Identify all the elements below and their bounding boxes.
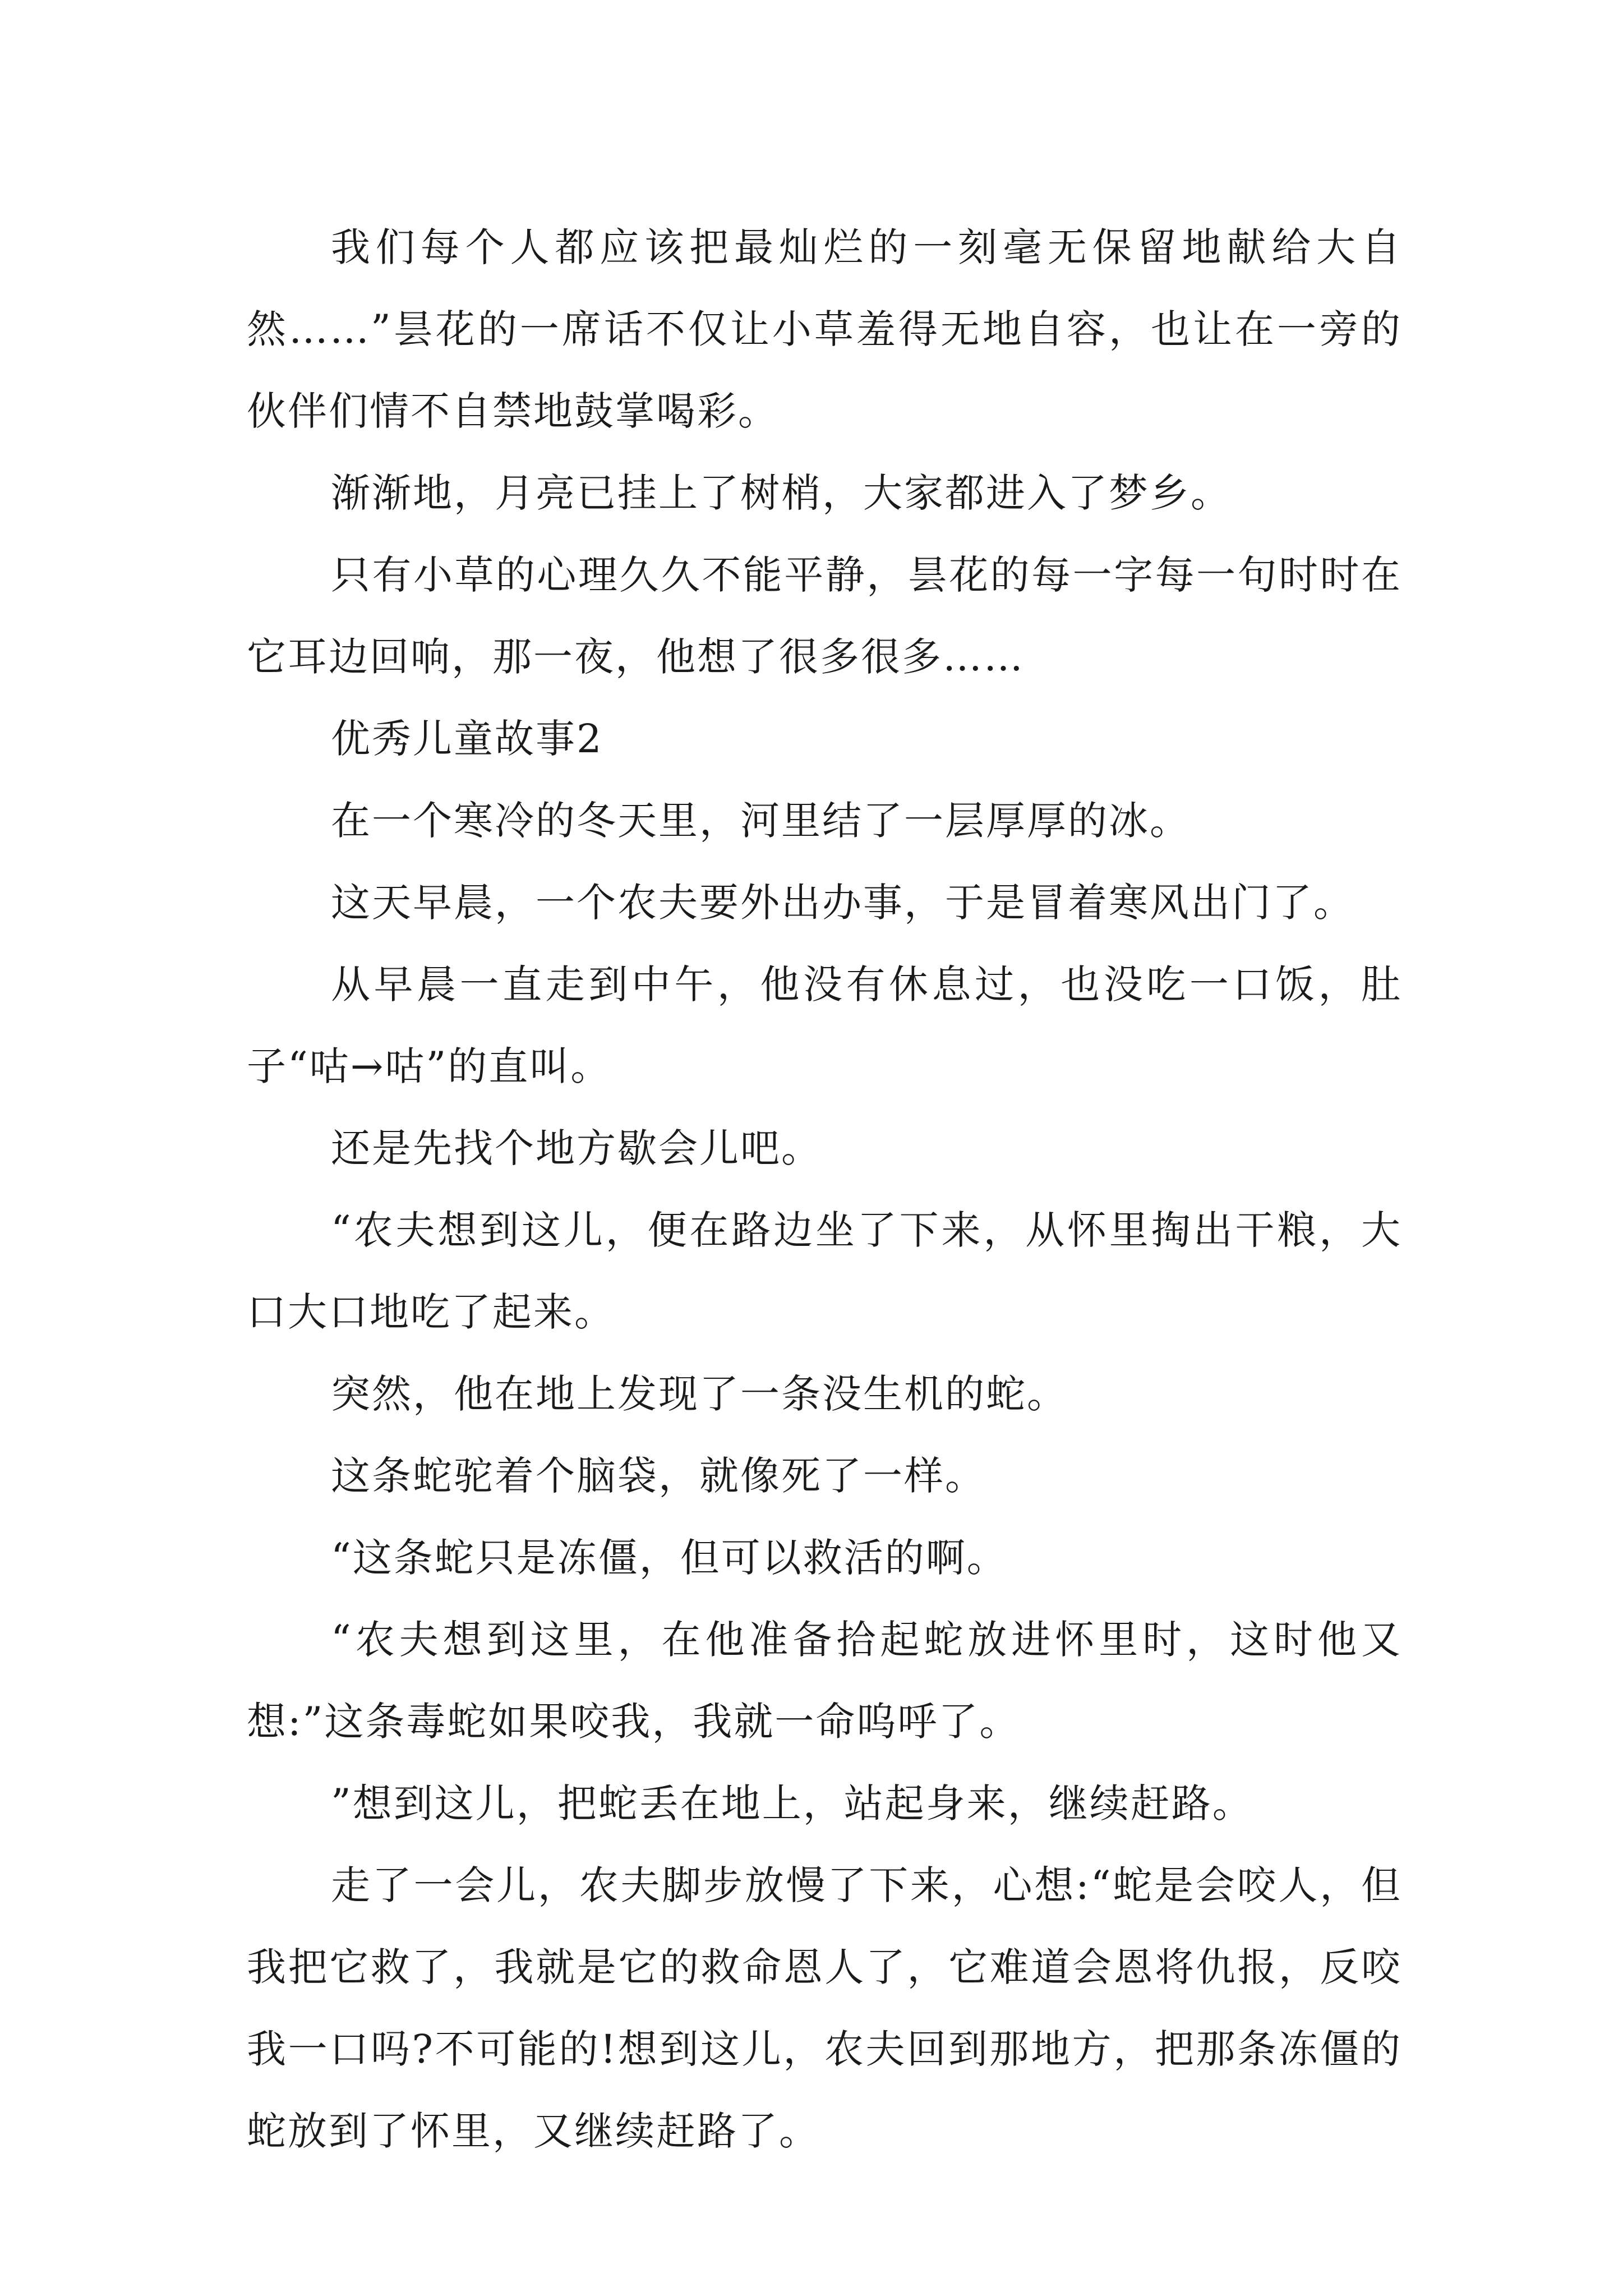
paragraph: 在一个寒冷的冬天里，河里结了一层厚厚的冰。 bbox=[331, 798, 1191, 844]
story-heading: 优秀儿童故事2 bbox=[331, 716, 603, 762]
paragraph: “这条蛇只是冻僵，但可以救活的啊。 bbox=[331, 1535, 1008, 1581]
paragraph: 还是先找个地方歇会儿吧。 bbox=[331, 1125, 822, 1171]
paragraph: “农夫想到这儿，便在路边坐了下来，从怀里掏出干粮，大口大口地吃了起来。 bbox=[247, 1207, 1402, 1335]
paragraph: 这条蛇驼着个脑袋，就像死了一样。 bbox=[331, 1453, 986, 1499]
paragraph: 渐渐地，月亮已挂上了树梢，大家都进入了梦乡。 bbox=[331, 470, 1232, 516]
paragraph: 这天早晨，一个农夫要外出办事，于是冒着寒风出门了。 bbox=[331, 880, 1354, 926]
paragraph: 只有小草的心理久久不能平静，昙花的每一字每一句时时在它耳边回响，那一夜，他想了很多很多…… bbox=[247, 552, 1402, 680]
paragraph: 从早晨一直走到中午，他没有休息过，也没吃一口饭，肚子“咕→咕”的直叫。 bbox=[247, 961, 1402, 1089]
paragraph: 突然，他在地上发现了一条没生机的蛇。 bbox=[331, 1371, 1068, 1417]
body-text bbox=[247, 206, 1402, 2172]
paragraph: 我们每个人都应该把最灿烂的一刻毫无保留地献给大自然……”昙花的一席话不仅让小草羞得无地自容，也让在一旁的伙伴们情不自禁地鼓掌喝彩。 bbox=[247, 224, 1402, 434]
paragraph: “农夫想到这里，在他准备拾起蛇放进怀里时，这时他又想:”这条毒蛇如果咬我，我就一命呜呼了。 bbox=[247, 1617, 1402, 1745]
paragraph: 走了一会儿，农夫脚步放慢了下来，心想:“蛇是会咬人，但我把它救了，我就是它的救命恩人了，它难道会恩将仇报，反咬我一口吗?不可能的!想到这儿，农夫回到那地方，把那条冻僵的蛇放到了怀里，又继续赶路了。 bbox=[247, 1862, 1402, 2154]
paragraph: ”想到这儿，把蛇丢在地上，站起身来，继续赶路。 bbox=[331, 1780, 1253, 1826]
